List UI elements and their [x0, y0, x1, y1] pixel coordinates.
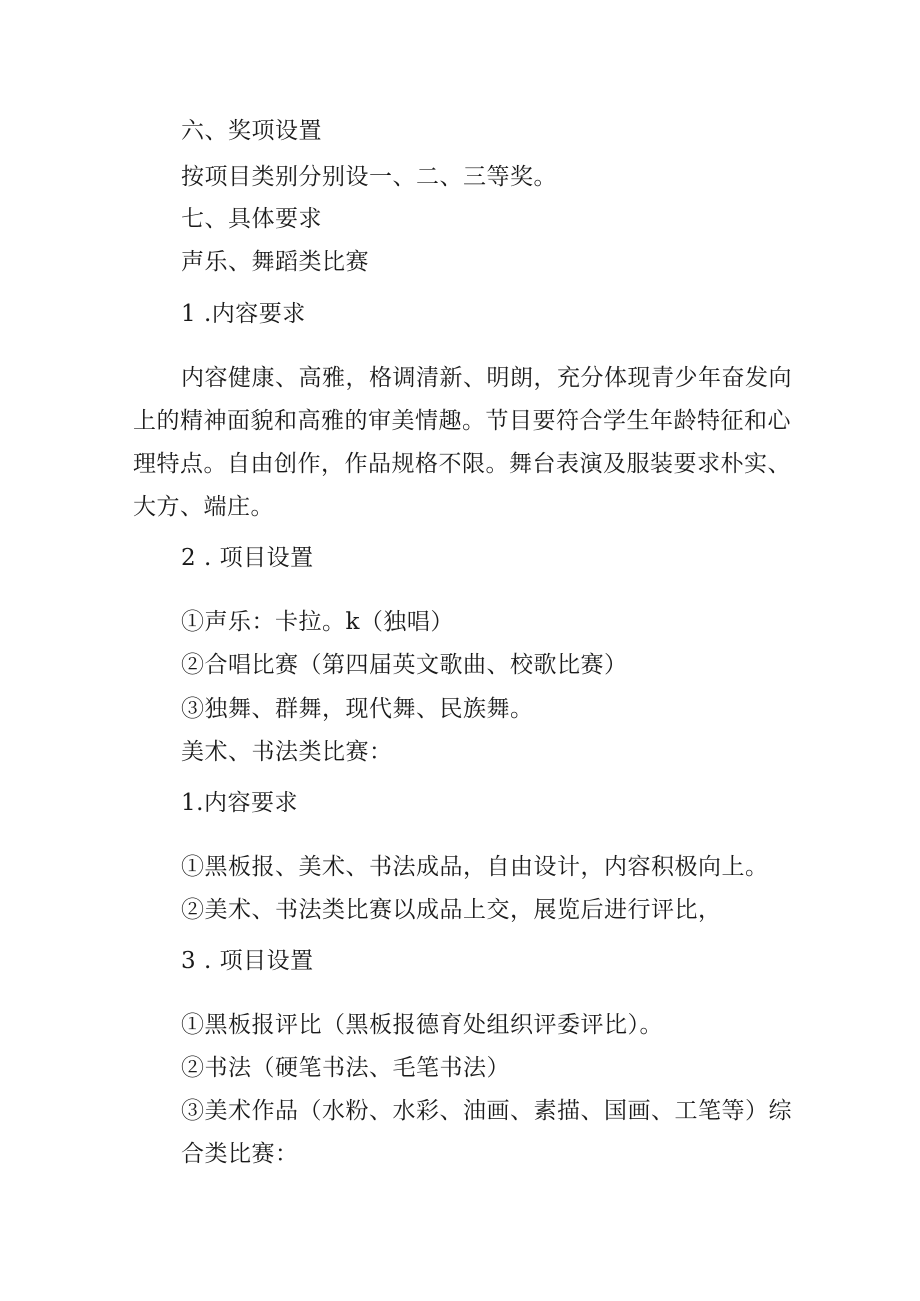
- section-heading-awards: 六、奖项设置: [181, 118, 322, 144]
- list-item-continuation: 合类比赛：: [181, 1141, 299, 1167]
- subheading-content-requirements: 1.内容要求: [181, 790, 298, 816]
- subheading-content-requirements: 1 .内容要求: [181, 301, 306, 327]
- paragraph-line: 上的精神面貌和高雅的审美情趣。节目要符合学生年龄特征和心: [133, 408, 791, 434]
- list-item: ③独舞、群舞，现代舞、民族舞。: [181, 696, 534, 722]
- paragraph-line: 按项目类别分别设一、二、三等奖。: [181, 164, 557, 190]
- paragraph-line: 理特点。自由创作，作品规格不限。舞台表演及服装要求朴实、: [133, 451, 791, 477]
- list-item: ②美术、书法类比赛以成品上交，展览后进行评比，: [181, 897, 722, 923]
- category-heading-music-dance: 声乐、舞蹈类比赛: [181, 249, 369, 275]
- list-item: ③美术作品（水粉、水彩、油画、素描、国画、工笔等）综: [181, 1098, 792, 1124]
- list-item: ①声乐：卡拉。k（独唱）: [181, 609, 454, 635]
- category-heading-art-calligraphy: 美术、书法类比赛：: [181, 739, 393, 765]
- subheading-project-settings: 3 . 项目设置: [181, 948, 314, 974]
- list-item: ②合唱比赛（第四届英文歌曲、校歌比赛）: [181, 652, 628, 678]
- list-item: ①黑板报评比（黑板报德育处组织评委评比）。: [181, 1012, 663, 1038]
- list-item: ①黑板报、美术、书法成品，自由设计，内容积极向上。: [181, 854, 769, 880]
- paragraph-line: 大方、端庄。: [133, 494, 274, 520]
- section-heading-requirements: 七、具体要求: [181, 206, 322, 232]
- list-item: ②书法（硬笔书法、毛笔书法）: [181, 1055, 510, 1081]
- subheading-project-settings: 2 . 项目设置: [181, 545, 314, 571]
- paragraph-line: 内容健康、高雅，格调清新、明朗，充分体现青少年奋发向: [181, 365, 792, 391]
